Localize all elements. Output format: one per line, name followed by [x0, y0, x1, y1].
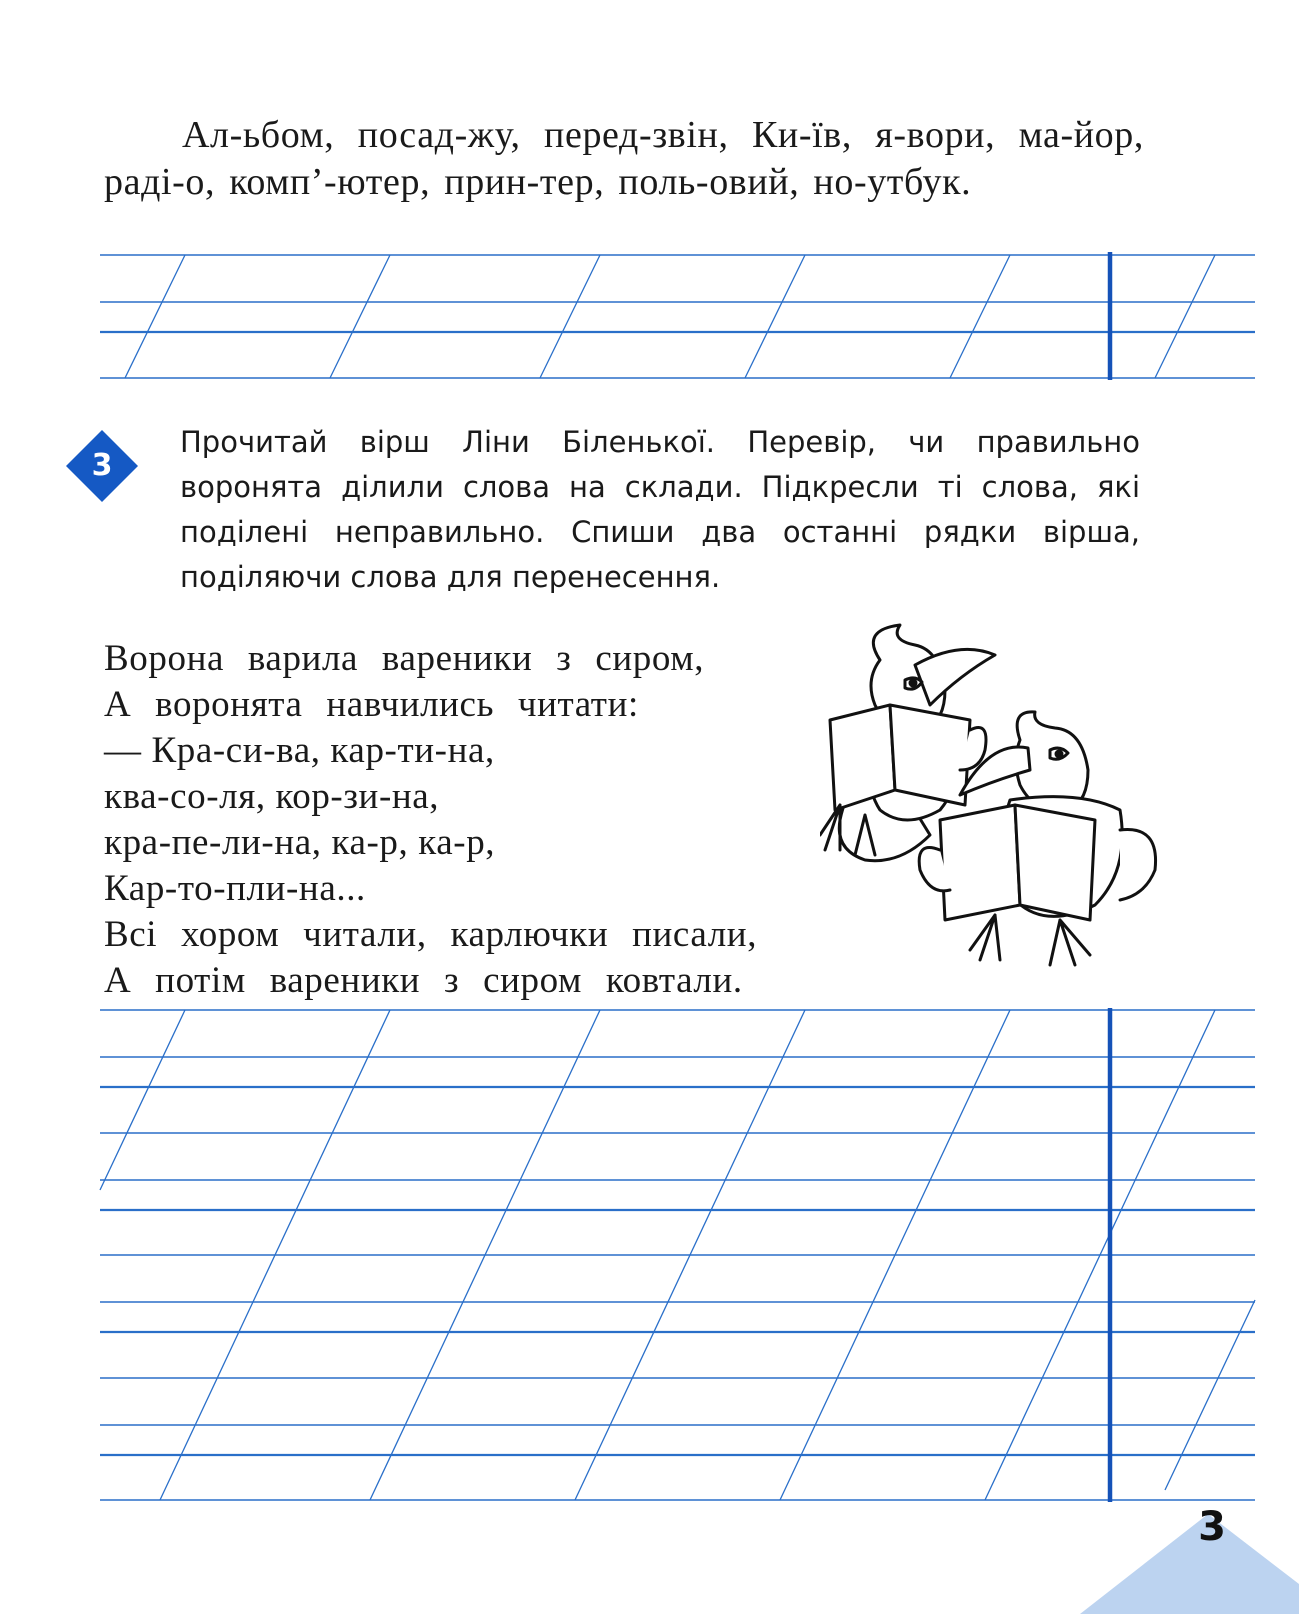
exercise-text: Ал-ьбом, посад-жу, перед-звін, Ки-їв, я-вори, ма-йор, раді-о, комп’-ютер, прин-тер, поль-овий, но-утбук.: [104, 114, 1144, 203]
poem-line: кра-пе-ли-на, ка-р, ка-р,: [104, 822, 496, 863]
poem-line: А потім вареники з сиром ковтали.: [104, 960, 743, 1001]
poem-line: Кар-то-пли-на...: [104, 868, 366, 909]
poem-line: ква-со-ля, кор-зи-на,: [104, 776, 440, 817]
poem-line: — Кра-си-ва, кар-ти-на,: [104, 730, 495, 771]
poem-line: Всі хором читали, карлючки писали,: [104, 914, 758, 955]
task-number: 3: [91, 448, 113, 483]
task-instruction: Прочитай вірш Ліни Біленької. Перевір, чи правильно воронята ділили слова на склади. Підкресли ті слова, які поділені неправильно. Спиши два останні рядки вірша, поділяючи слова для перенесення.: [180, 425, 1140, 594]
page-number: 3: [1198, 1504, 1226, 1550]
poem-line: А воронята навчились читати:: [104, 684, 639, 725]
poem-line: Ворона варила вареники з сиром,: [104, 638, 705, 679]
